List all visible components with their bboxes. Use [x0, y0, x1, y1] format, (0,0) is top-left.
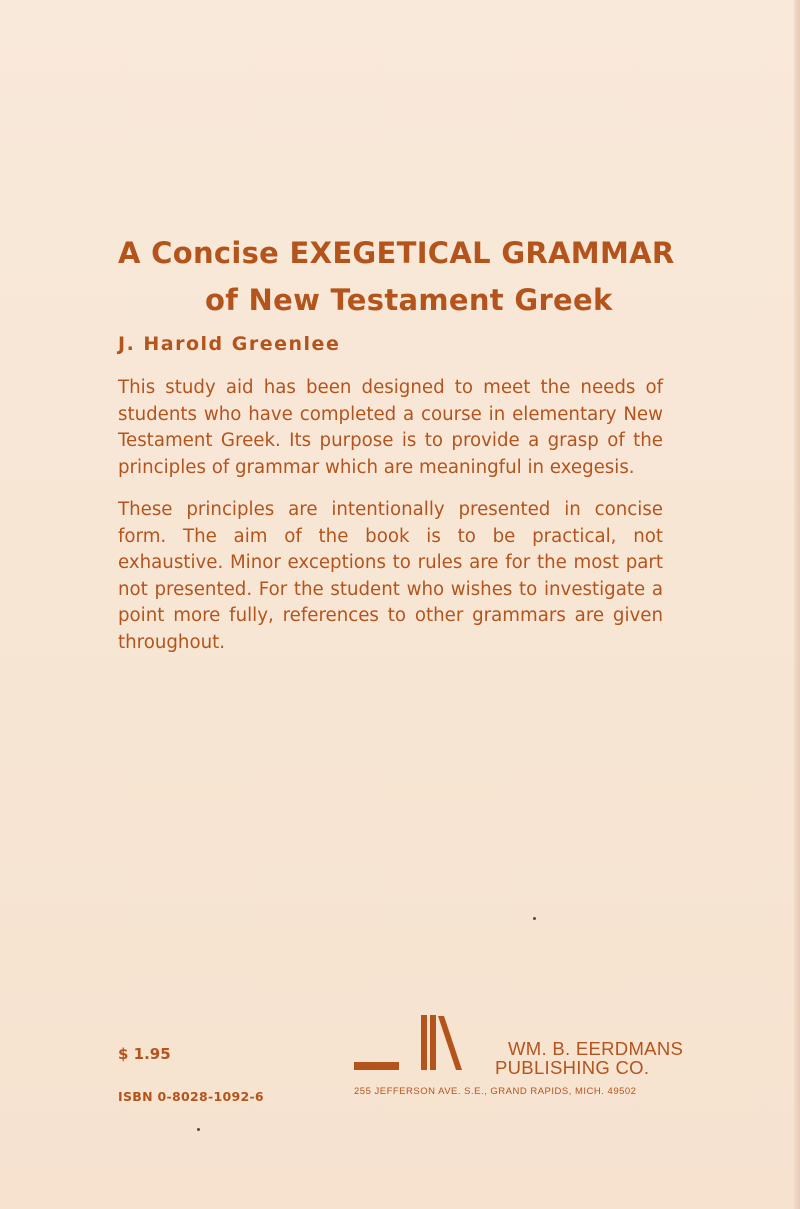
publisher-company: PUBLISHING CO. [495, 1057, 650, 1078]
publisher-name: WM. B. EERDMANS [508, 1038, 684, 1059]
speck [533, 917, 536, 920]
description-paragraph-2: These principles are intentionally presented in concise form. The aim of the book is to be practical, not exhaustive. Minor exceptions to rules are for the most part not presented. For the student who wishes to investigate a point more fully, references to other grammars are given throughout. [118, 499, 663, 653]
speck [197, 1128, 200, 1131]
title-line-2: of New Testament Greek [205, 283, 613, 317]
page-edge [794, 0, 800, 1209]
title-line-1: A Concise EXEGETICAL GRAMMAR [118, 236, 675, 270]
publisher-address: 255 JEFFERSON AVE. S.E., GRAND RAPIDS, MICH. 49502 [354, 1086, 637, 1097]
isbn-label: ISBN 0-8028-1092-6 [118, 1089, 264, 1104]
description-paragraph-1: This study aid has been designed to meet the needs of students who have completed a course in elementary New Testament Greek. Its purpose is to provide a grasp of the principles of grammar which are meaningful in exegesis. [118, 377, 663, 478]
price-label: $ 1.95 [118, 1045, 171, 1063]
author-name: J. Harold Greenlee [118, 333, 341, 355]
